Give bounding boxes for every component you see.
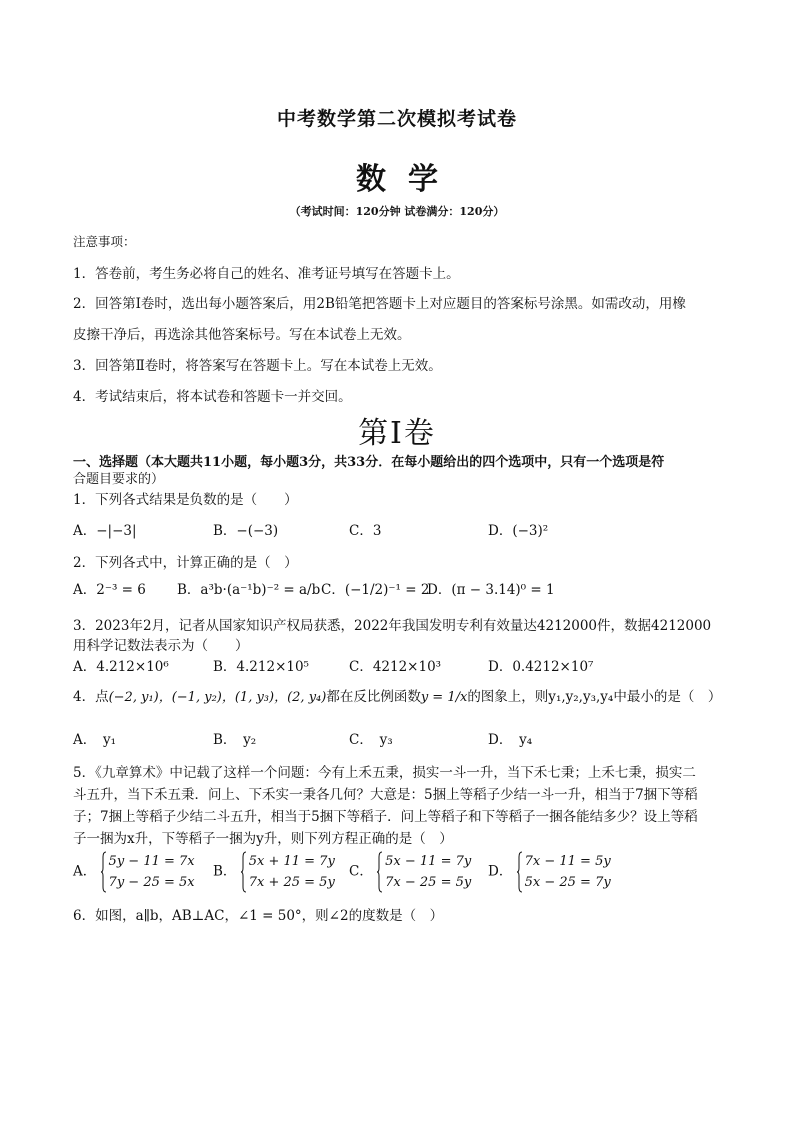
option-a: A．−|−3|: [73, 523, 137, 539]
option-c: C．(−1/2)⁻¹ = 2: [321, 582, 430, 598]
equation-2: 7y − 25 = 5x: [108, 875, 195, 890]
exam-info: （考试时间：120分钟 试卷满分：120分）: [289, 205, 505, 218]
option-d: D．(π − 3.14)⁰ = 1: [427, 582, 555, 598]
option-d-label: D．: [488, 863, 513, 880]
option-b: B．−(−3): [213, 523, 279, 539]
option-d: [488, 851, 611, 893]
option-a: [73, 851, 195, 893]
option-b: B． y₂: [213, 732, 257, 748]
equation-system-b: [241, 851, 335, 893]
equation-1: 7x − 11 = 5y: [524, 854, 611, 869]
brace-icon: [517, 851, 523, 893]
section-heading-cont: 合题目要求的）: [73, 472, 165, 487]
option-a: A．2⁻³ = 6: [73, 582, 146, 598]
q4-points: (−2, y₁)，(−1, y₂)，(1, y₃)，(2, y₄): [108, 690, 327, 705]
note-item-2: 2．回答第Ⅰ卷时，选出每小题答案后，用2B铅笔把答题卡上对应题目的答案标号涂黑。如需改动，用橡: [73, 296, 686, 312]
equation-2: 5x − 25 = 7y: [524, 875, 611, 890]
q4-stem-end: 的图象上，则y₁,y₂,y₃,y₄中最小的是（ ）: [467, 689, 722, 705]
option-d: D．(−3)²: [488, 523, 549, 539]
option-a: A．4.212×10⁶: [73, 659, 169, 675]
subject-title: 数学: [356, 162, 460, 197]
q4-function: y = 1/x: [420, 690, 468, 705]
option-c: C．4212×10³: [349, 659, 442, 675]
question-5-stem-2: 斗五升，当下禾五秉．问上、下禾实一秉各几何？大意是：5捆上等稻子少结一斗一升，相当于7捆下等稻: [73, 787, 698, 803]
option-c: C． y₃: [349, 732, 393, 748]
question-1-stem: 1．下列各式结果是负数的是（ ）: [73, 492, 298, 508]
question-6-stem: 6．如图，a∥b，AB⊥AC，∠1 = 50°，则∠2的度数是（ ）: [73, 908, 444, 924]
option-c: [349, 851, 471, 893]
brace-icon: [377, 851, 383, 893]
option-b-label: B．: [213, 863, 237, 880]
option-b: B．a³b·(a⁻¹b)⁻² = a/b: [177, 582, 321, 598]
brace-icon: [241, 851, 247, 893]
notes-heading: 注意事项：: [73, 234, 136, 249]
option-c: C．3: [349, 523, 382, 539]
note-item-4: 4．考试结束后，将本试卷和答题卡一并交回。: [73, 389, 352, 405]
option-c-label: C．: [349, 863, 373, 880]
equation-system-c: [377, 851, 471, 893]
question-5-stem-3: 子；7捆上等稻子少结二斗五升，相当于5捆下等稻子．问上等稻子和下等稻子一捆各能结多少？设上等稻: [73, 809, 698, 825]
note-item-3: 3．回答第Ⅱ卷时，将答案写在答题卡上。写在本试卷上无效。: [73, 358, 442, 374]
question-2-stem: 2．下列各式中，计算正确的是（ ）: [73, 555, 298, 571]
option-a-label: A．: [73, 863, 97, 880]
equation-1: 5y − 11 = 7x: [108, 854, 195, 869]
equation-system-a: [101, 851, 195, 893]
question-3-stem-cont: 用科学记数法表示为（ ）: [73, 638, 249, 654]
q4-stem-start: 4．点: [73, 689, 109, 705]
option-b: B．4.212×10⁵: [213, 659, 309, 675]
exam-title: 中考数学第二次模拟考试卷: [276, 108, 517, 130]
equation-1: 5x + 11 = 7y: [248, 854, 335, 869]
section-heading: 一、选择题（本大题共11小题，每小题3分，共33分．在每小题给出的四个选项中，只有一个选项是符: [73, 455, 665, 470]
option-a: A． y₁: [73, 732, 117, 748]
equation-2: 7x + 25 = 5y: [248, 875, 335, 890]
brace-icon: [101, 851, 107, 893]
question-4-stem: [73, 685, 733, 705]
note-item-2-cont: 皮擦干净后，再选涂其他答案标号。写在本试卷上无效。: [73, 327, 411, 343]
option-d: D．0.4212×10⁷: [488, 659, 594, 675]
option-b: [213, 851, 335, 893]
volume-title: 第Ⅰ卷: [358, 416, 436, 451]
question-5-stem-4: 子一捆为x升，下等稻子一捆为y升，则下列方程正确的是（ ）: [73, 831, 453, 847]
question-5-stem-1: 5．《九章算术》中记载了这样一个问题：今有上禾五秉，损实一斗一升，当下禾七秉；上禾七秉，损实二: [73, 765, 696, 781]
q4-stem-mid: 都在反比例函数: [326, 689, 421, 705]
question-3-stem: 3．2023年2月，记者从国家知识产权局获悉，2022年我国发明专利有效量达4212000件，数据4212000: [73, 618, 712, 634]
equation-1: 5x − 11 = 7y: [385, 854, 472, 869]
option-d: D． y₄: [488, 732, 533, 748]
note-item-1: 1．答卷前，考生务必将自己的姓名、准考证号填写在答题卡上。: [73, 266, 460, 282]
equation-system-d: [517, 851, 611, 893]
equation-2: 7x − 25 = 5y: [385, 875, 472, 890]
